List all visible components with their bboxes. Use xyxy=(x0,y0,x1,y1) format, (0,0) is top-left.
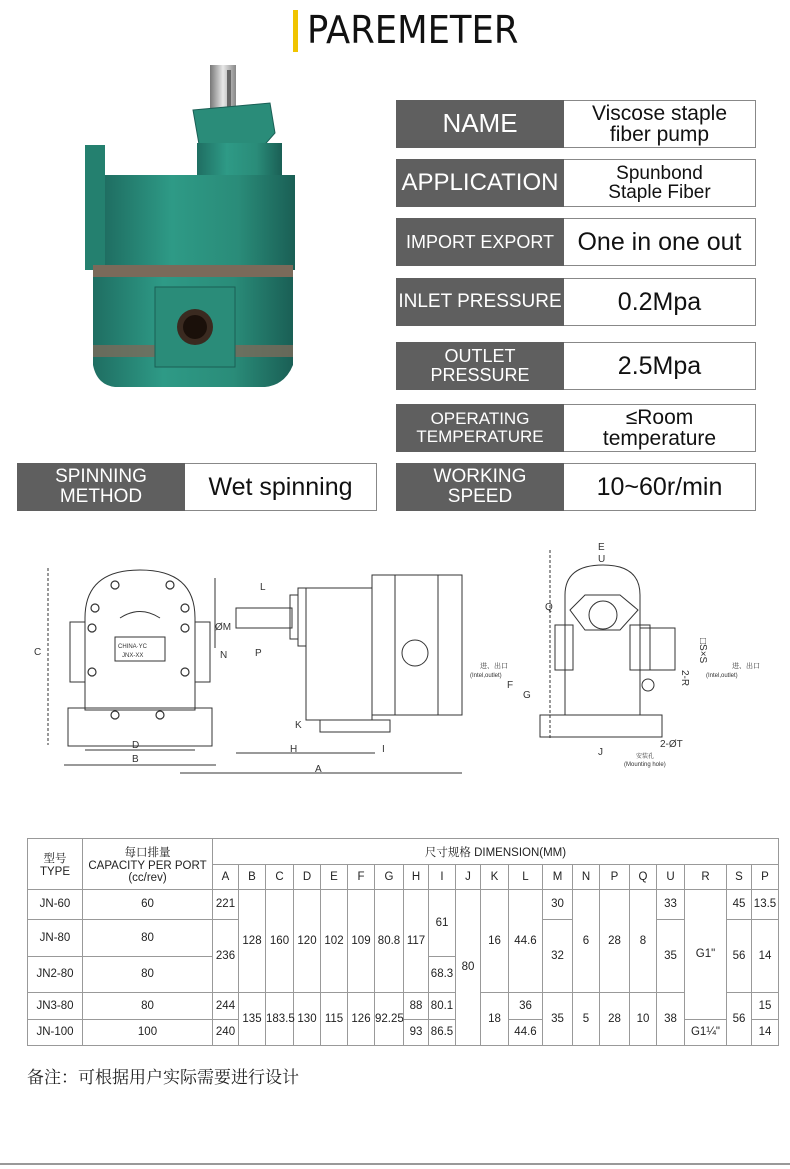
header-type-cn: 型号 xyxy=(43,852,67,865)
cell: 44.6 xyxy=(509,889,543,992)
param-value: Spunbond Staple Fiber xyxy=(564,159,756,207)
cell: 61 xyxy=(429,889,456,956)
param-row-name xyxy=(396,100,756,148)
cell: 128 xyxy=(239,889,266,992)
title-accent-bar xyxy=(293,10,298,52)
cell: G1" xyxy=(685,889,727,1019)
param-row-operating-temperature xyxy=(396,404,756,452)
header-cap-unit: (cc/rev) xyxy=(128,871,167,884)
param-label: NAME xyxy=(396,100,564,148)
table-header-row xyxy=(28,839,779,865)
col-f: F xyxy=(348,865,375,889)
dim-label-f: F xyxy=(507,680,514,691)
cell: 36 xyxy=(509,993,543,1019)
cell-capacity: 80 xyxy=(83,956,213,993)
col-b: B xyxy=(239,865,266,889)
col-e: E xyxy=(321,865,348,889)
cell-capacity: 80 xyxy=(83,920,213,957)
dim-label-q: Q xyxy=(545,602,553,613)
footnote: 备注：可根据用户实际需要进行设计 xyxy=(27,1068,299,1088)
cell: 109 xyxy=(348,889,375,992)
col-s: S xyxy=(727,865,752,889)
dim-label-u: U xyxy=(598,554,606,565)
param-label: WORKING SPEED xyxy=(396,463,564,511)
table-row xyxy=(28,889,779,919)
col-r: R xyxy=(685,865,727,889)
end-view xyxy=(470,542,760,768)
page-title: PAREMETER xyxy=(307,8,519,52)
cell-capacity: 100 xyxy=(83,1019,213,1045)
cell: 80 xyxy=(456,889,481,1045)
cell: 68.3 xyxy=(429,956,456,993)
cell: 35 xyxy=(543,993,573,1046)
cell: 56 xyxy=(727,920,752,993)
cell: 28 xyxy=(600,993,630,1046)
col-i: I xyxy=(429,865,456,889)
dimension-table xyxy=(27,838,779,1046)
cell: 88 xyxy=(404,993,429,1019)
param-label: SPINNING METHOD xyxy=(17,463,185,511)
param-value: One in one out xyxy=(564,218,756,266)
param-value: ≤Room temperature xyxy=(564,404,756,452)
dim-label-s: □S×S xyxy=(697,638,708,664)
cell-type: JN-100 xyxy=(28,1019,83,1045)
technical-drawings xyxy=(20,540,780,790)
cell: 93 xyxy=(404,1019,429,1045)
dim-label-n: N xyxy=(220,650,228,661)
cell: 160 xyxy=(266,889,294,992)
dim-label-g: G xyxy=(523,690,531,701)
bottom-divider xyxy=(0,1163,790,1165)
cell: 14 xyxy=(752,1019,779,1045)
param-row-inlet-pressure xyxy=(396,278,756,326)
mount-label-en: (Mounting hole) xyxy=(624,762,666,768)
cell: 13.5 xyxy=(752,889,779,919)
param-row-working-speed xyxy=(396,463,756,511)
dim-label-p: P xyxy=(255,648,262,659)
cell: 14 xyxy=(752,920,779,993)
dim-label-k: K xyxy=(295,720,302,731)
col-p2: P xyxy=(752,865,779,889)
pump-plate-line2: JNX-XX xyxy=(122,653,144,659)
cell: 236 xyxy=(213,920,239,993)
cell-type: JN2-80 xyxy=(28,956,83,993)
header-dimension: 尺寸规格 DIMENSION(MM) xyxy=(213,839,779,865)
header-cap-cn: 每口排量 xyxy=(124,846,171,859)
cell: 6 xyxy=(573,889,600,992)
header-cap-en: CAPACITY PER PORT xyxy=(88,859,207,872)
pump-illustration xyxy=(75,55,305,395)
cell: 33 xyxy=(657,889,685,919)
cell: 15 xyxy=(752,993,779,1019)
cell-type: JN3-80 xyxy=(28,993,83,1019)
param-value: 0.2Mpa xyxy=(564,278,756,326)
dim-label-e: E xyxy=(598,542,605,553)
cell: 44.6 xyxy=(509,1019,543,1045)
cell: 80.8 xyxy=(375,889,404,992)
cell: 135 xyxy=(239,993,266,1046)
dim-label-t: 2-ØT xyxy=(660,739,683,750)
front-view xyxy=(34,568,216,765)
cell: 244 xyxy=(213,993,239,1019)
param-label: OUTLET PRESSURE xyxy=(396,342,564,390)
cell: 130 xyxy=(294,993,321,1046)
col-h: H xyxy=(404,865,429,889)
dim-label-i: I xyxy=(382,744,385,755)
cell: 45 xyxy=(727,889,752,919)
col-p: P xyxy=(600,865,630,889)
dim-label-c: C xyxy=(34,647,42,658)
dim-label-d: D xyxy=(132,740,140,751)
cell: 183.5 xyxy=(266,993,294,1046)
dim-label-l: L xyxy=(260,582,266,593)
cell: 115 xyxy=(321,993,348,1046)
col-g: G xyxy=(375,865,404,889)
cell: 120 xyxy=(294,889,321,992)
cell: 32 xyxy=(543,920,573,993)
param-value: Wet spinning xyxy=(185,463,377,511)
cell: 16 xyxy=(481,889,509,992)
param-value: 10~60r/min xyxy=(564,463,756,511)
cell: 35 xyxy=(657,920,685,993)
col-q: Q xyxy=(630,865,657,889)
cell: 28 xyxy=(600,889,630,992)
cell: 240 xyxy=(213,1019,239,1045)
col-j: J xyxy=(456,865,481,889)
col-d: D xyxy=(294,865,321,889)
col-k: K xyxy=(481,865,509,889)
param-value: 2.5Mpa xyxy=(564,342,756,390)
table-row xyxy=(28,993,779,1019)
col-a: A xyxy=(213,865,239,889)
cell: 80.1 xyxy=(429,993,456,1019)
param-row-import-export xyxy=(396,218,756,266)
dim-label-r: 2-R xyxy=(679,670,690,687)
cell: 30 xyxy=(543,889,573,919)
cell: 86.5 xyxy=(429,1019,456,1045)
param-label: APPLICATION xyxy=(396,159,564,207)
mount-label-cn: 安装孔 xyxy=(636,754,655,760)
param-row-outlet-pressure xyxy=(396,342,756,390)
cell: 18 xyxy=(481,993,509,1046)
cell: 102 xyxy=(321,889,348,992)
side-view xyxy=(180,575,462,775)
pump-product-image xyxy=(75,55,305,395)
param-label: IMPORT EXPORT xyxy=(396,218,564,266)
cell: 10 xyxy=(630,993,657,1046)
cell: 221 xyxy=(213,889,239,919)
dim-label-b: B xyxy=(132,754,139,765)
cell-type: JN-80 xyxy=(28,920,83,957)
col-l: L xyxy=(509,865,543,889)
param-row-application xyxy=(396,159,756,207)
col-c: C xyxy=(266,865,294,889)
cell-type: JN-60 xyxy=(28,889,83,919)
cell-capacity: 80 xyxy=(83,993,213,1019)
header-type xyxy=(28,839,83,890)
port-label-en-left: (Intel,outlet) xyxy=(470,673,502,679)
cell-capacity: 60 xyxy=(83,889,213,919)
port-label-cn-left: 进、出口 xyxy=(480,663,508,670)
port-label-cn-right: 进、出口 xyxy=(732,663,760,670)
port-label-en-right: (Intel,outlet) xyxy=(706,673,738,679)
dim-label-m: ØM xyxy=(215,622,232,633)
cell: 8 xyxy=(630,889,657,992)
cell: 38 xyxy=(657,993,685,1046)
header-type-en: TYPE xyxy=(39,865,71,878)
dim-label-j: J xyxy=(598,747,603,758)
param-row-spinning-method xyxy=(17,463,377,511)
drawing-svg xyxy=(20,540,780,790)
cell: 5 xyxy=(573,993,600,1046)
dim-label-h: H xyxy=(290,744,298,755)
col-u: U xyxy=(657,865,685,889)
cell: 92.25 xyxy=(375,993,404,1046)
col-m: M xyxy=(543,865,573,889)
header-capacity xyxy=(83,839,213,890)
col-n: N xyxy=(573,865,600,889)
cell: 56 xyxy=(727,993,752,1046)
dim-label-a: A xyxy=(315,764,322,775)
cell: G1¼" xyxy=(685,1019,727,1045)
param-label: INLET PRESSURE xyxy=(396,278,564,326)
param-value: Viscose staple fiber pump xyxy=(564,100,756,148)
pump-plate-line1: CHINA·YC xyxy=(118,644,148,650)
cell: 126 xyxy=(348,993,375,1046)
cell: 117 xyxy=(404,889,429,992)
param-label: OPERATING TEMPERATURE xyxy=(396,404,564,452)
